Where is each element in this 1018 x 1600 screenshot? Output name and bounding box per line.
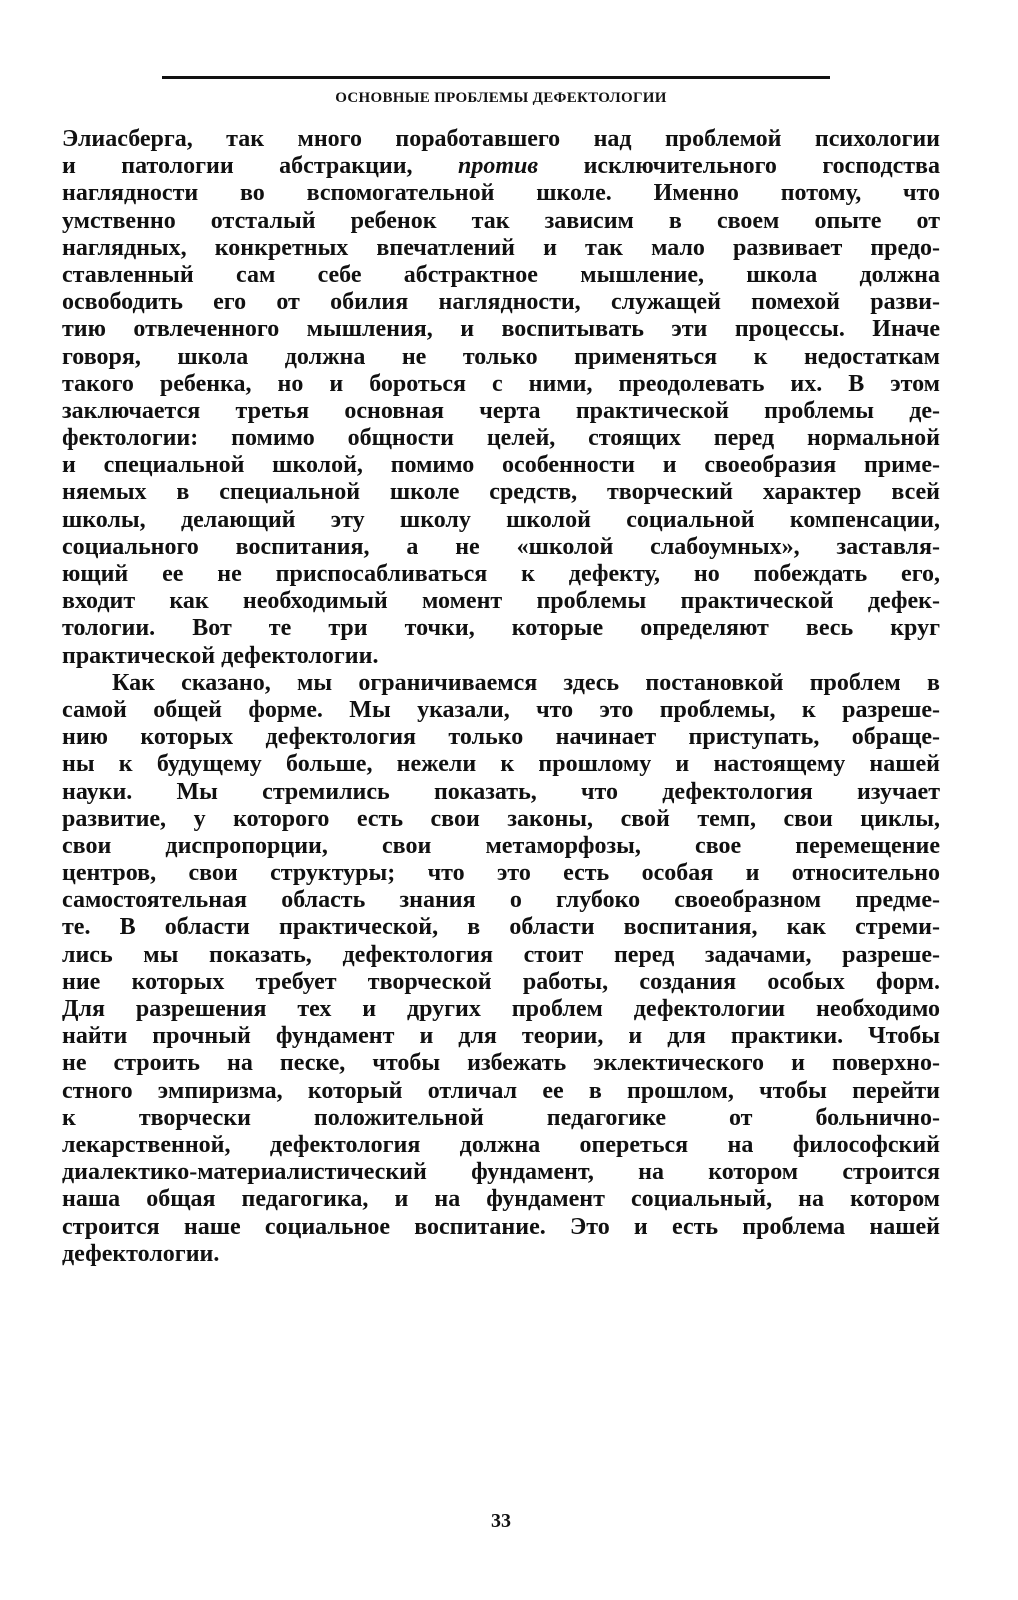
text-line: фектологии: помимо общности целей, стоящих перед нормальной (62, 425, 940, 452)
text-line: нию которых дефектология только начинает приступать, обраще- (62, 724, 940, 751)
text-line: ние которых требует творческой работы, создания особых форм. (62, 968, 940, 995)
paragraph-1 (62, 126, 940, 670)
text-line: науки. Мы стремились показать, что дефектология изучает (62, 778, 940, 805)
text-line: самостоятельная область знания о глубоко своеобразном предме- (62, 887, 940, 914)
text-line: няемых в специальной школе средств, творческий характер всей (62, 479, 940, 506)
text-line: школы, делающий эту школу школой социальной компенсации, (62, 506, 940, 533)
text-line: социального воспитания, а не «школой слабоумных», заставля- (62, 533, 940, 560)
text-line: ющий ее не приспосабливаться к дефекту, но побеждать его, (62, 561, 940, 587)
emphasis-text: против (458, 153, 539, 180)
text-line: диалектико-материалистический фундамент, на котором строится (62, 1159, 940, 1186)
text-line: Для разрешения тех и других проблем дефектологии необходимо (62, 996, 940, 1022)
text-line: и специальной школой, помимо особенности и своеобразия приме- (62, 452, 940, 479)
text-span: исключительного господства (538, 153, 940, 180)
text-line: лись мы показать, дефектология стоит перед задачами, разреше- (62, 941, 940, 968)
body-text (62, 126, 940, 1268)
text-line: самой общей форме. Мы указали, что это проблемы, к разреше- (62, 696, 940, 723)
text-line: найти прочный фундамент и для теории, и для практики. Чтобы (62, 1023, 940, 1050)
text-line: такого ребенка, но и бороться с ними, преодолевать их. В этом (62, 370, 940, 397)
text-line: не строить на песке, чтобы избежать эклектического и поверхно- (62, 1050, 940, 1077)
text-line: центров, свои структуры; что это есть особая и относительно (62, 860, 940, 887)
text-line: те. В области практической, в области воспитания, как стреми- (62, 914, 940, 941)
text-line: Как сказано, мы ограничиваемся здесь постановкой проблем в (112, 669, 940, 696)
text-span: и патологии абстракции, (62, 153, 459, 180)
text-line: лекарственной, дефектология должна опереться на философский (62, 1131, 940, 1158)
text-line: говоря, школа должна не только применяться к недостаткам (62, 343, 940, 370)
text-line: ны к будущему больше, нежели к прошлому и настоящему нашей (62, 751, 940, 778)
text-line: Элиасберга, так много поработавшего над проблемой психологии (62, 126, 940, 152)
text-line: умственно отсталый ребенок так зависим в своем опыте от (62, 207, 940, 234)
text-line: стного эмпиризма, который отличал ее в прошлом, чтобы перейти (62, 1077, 940, 1104)
text-line: практической дефектологии. (62, 642, 379, 669)
text-line: строится наше социальное воспитание. Это и есть проблема нашей (62, 1213, 940, 1240)
text-line (62, 153, 940, 180)
text-line: входит как необходимый момент проблемы практической дефек- (62, 588, 940, 615)
text-line: свои диспропорции, свои метаморфозы, свое перемещение (62, 832, 940, 859)
text-line: наглядных, конкретных впечатлений и так мало развивает предо- (62, 234, 940, 261)
header-rule (162, 76, 830, 79)
text-line: дефектологии. (62, 1240, 220, 1267)
running-head: ОСНОВНЫЕ ПРОБЛЕМЫ ДЕФЕКТОЛОГИИ (335, 90, 667, 106)
text-line: развитие, у которого есть свои законы, свой темп, свои циклы, (62, 805, 940, 832)
text-line: тологии. Вот те три точки, которые определяют весь круг (62, 615, 940, 642)
text-line: заключается третья основная черта практической проблемы де- (62, 397, 940, 424)
book-page (62, 60, 940, 1560)
text-line: наша общая педагогика, и на фундамент социальный, на котором (62, 1186, 940, 1213)
text-line: освободить его от обилия наглядности, служащей помехой разви- (62, 289, 940, 316)
text-line: тию отвлеченного мышления, и воспитывать эти процессы. Иначе (62, 316, 940, 343)
paragraph-2 (62, 670, 940, 1268)
text-line: к творчески положительной педагогике от больнично- (62, 1104, 940, 1131)
text-line: наглядности во вспомогательной школе. Именно потому, что (62, 180, 940, 207)
text-line: ставленный сам себе абстрактное мышление, школа должна (62, 261, 940, 288)
page-number: 33 (491, 1510, 511, 1532)
